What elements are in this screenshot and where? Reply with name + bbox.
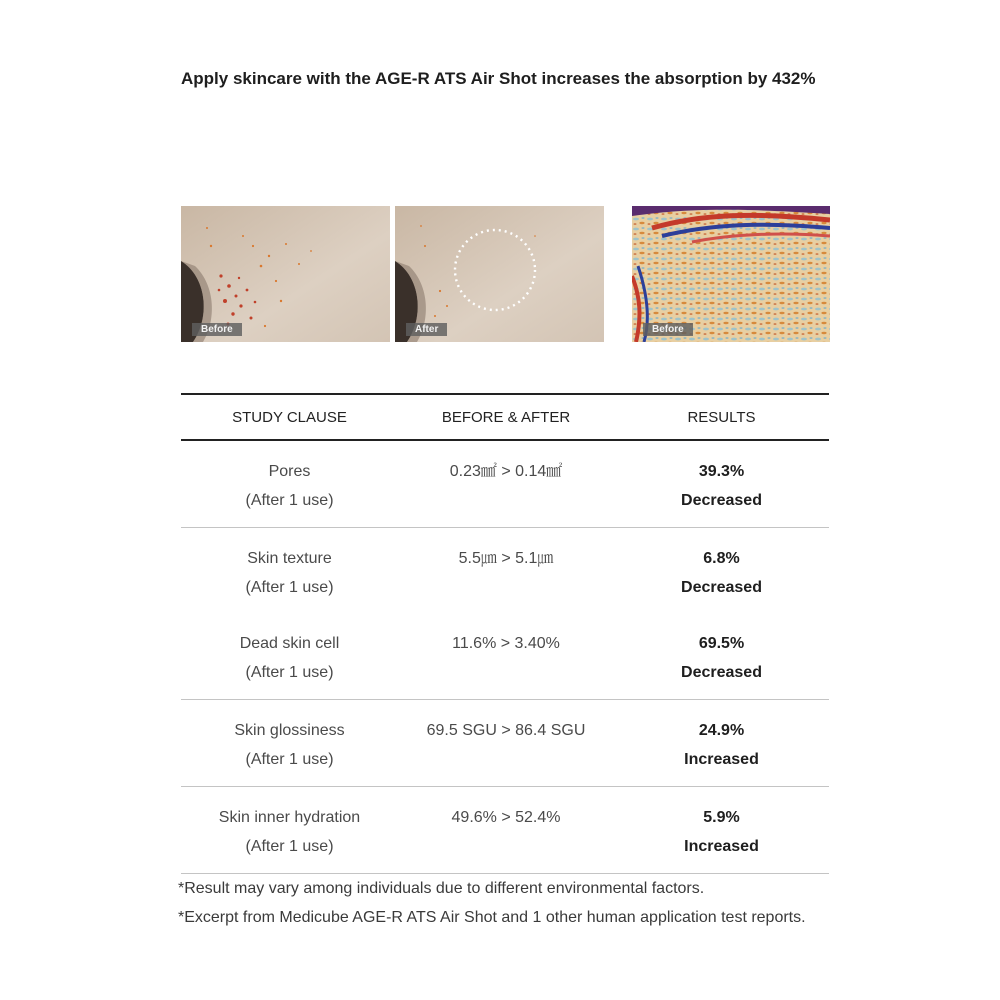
- result-direction: Increased: [684, 751, 759, 768]
- footnotes: [178, 874, 838, 932]
- study-results-table: [181, 393, 829, 874]
- footnote-variation: *Result may vary among individuals due to different environmental factors.: [178, 880, 705, 897]
- header-study-clause: STUDY CLAUSE: [232, 408, 347, 426]
- before-skin-analysis-photo: [632, 206, 830, 342]
- clause-sub: (After 1 use): [245, 664, 334, 681]
- header-results: RESULTS: [687, 408, 756, 426]
- before-after-value: 69.5 SGU > 86.4 SGU: [426, 722, 586, 739]
- clause-sub: (After 1 use): [245, 579, 334, 596]
- result-percent: 24.9%: [698, 722, 745, 739]
- table-row: [181, 528, 829, 613]
- result-percent: 39.3%: [698, 463, 745, 480]
- table-row: [181, 700, 829, 787]
- clause-sub: (After 1 use): [245, 838, 334, 855]
- clause-name: Skin texture: [247, 550, 332, 567]
- table-header: [181, 395, 829, 441]
- table-row: [181, 613, 829, 700]
- clause-name: Skin inner hydration: [218, 809, 361, 826]
- result-percent: 6.8%: [703, 550, 740, 567]
- header-before-after: BEFORE & AFTER: [441, 408, 571, 426]
- footnote-source: *Excerpt from Medicube AGE-R ATS Air Shot and 1 other human application test reports.: [178, 909, 806, 926]
- before-after-value: 0.23㎟ > 0.14㎟: [449, 463, 563, 480]
- clause-name: Skin glossiness: [234, 722, 345, 739]
- clause-name: Pores: [268, 463, 311, 480]
- after-pores-photo: [395, 206, 604, 342]
- clause-sub: (After 1 use): [245, 751, 334, 768]
- before-after-value: 49.6% > 52.4%: [451, 809, 561, 826]
- result-direction: Decreased: [681, 579, 762, 596]
- before-tag-analysis: Before: [643, 323, 693, 336]
- after-tag: After: [406, 323, 447, 336]
- before-tag: Before: [192, 323, 242, 336]
- before-pores-photo: [181, 206, 390, 342]
- clause-sub: (After 1 use): [245, 492, 334, 509]
- result-percent: 5.9%: [703, 809, 740, 826]
- result-direction: Decreased: [681, 492, 762, 509]
- headline: Apply skincare with the AGE-R ATS Air Shot increases the absorption by 432%: [181, 69, 816, 88]
- before-after-value: 5.5㎛ > 5.1㎛: [458, 550, 554, 567]
- table-row: [181, 787, 829, 874]
- before-after-value: 11.6% > 3.40%: [452, 635, 560, 652]
- clause-name: Dead skin cell: [239, 635, 340, 652]
- table-row: [181, 441, 829, 528]
- result-direction: Increased: [684, 838, 759, 855]
- result-direction: Decreased: [681, 664, 762, 681]
- result-percent: 69.5%: [698, 635, 745, 652]
